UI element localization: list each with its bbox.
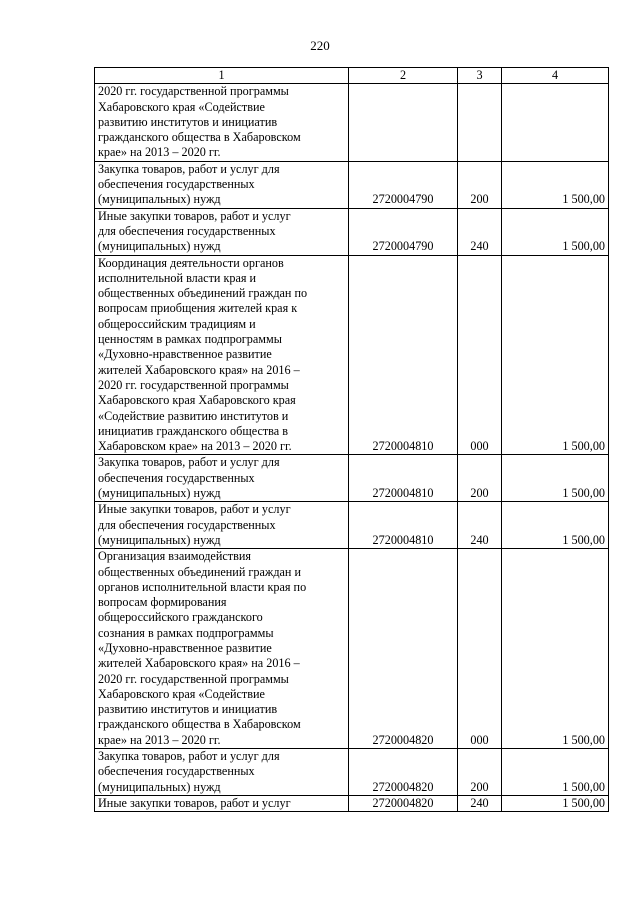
page-number: 220 (310, 38, 330, 53)
table-row (95, 502, 609, 549)
description-line: развитию институтов и инициатив (98, 114, 278, 129)
description-line: Закупка товаров, работ и услуг для (98, 749, 280, 764)
description-line: органов исполнительной власти края по (98, 579, 307, 594)
description-line: Организация взаимодействия (98, 549, 251, 564)
description-line: исполнительной власти края и (98, 270, 257, 285)
description-line: общественных объединений граждан и (98, 564, 302, 579)
description-line: обеспечения государственных (98, 764, 255, 779)
row-expense-type: 240 (458, 502, 502, 549)
description-line: Закупка товаров, работ и услуг для (98, 455, 280, 470)
description-line: (муниципальных) нужд (98, 239, 221, 254)
description-line: инициатив гражданского общества в (98, 423, 288, 438)
row-expense-type: 000 (458, 549, 502, 749)
description-line: «Содействие развитию институтов и (98, 408, 289, 423)
description-line: 2020 гг. государственной программы (98, 84, 289, 99)
row-target-code: 2720004820 (349, 795, 458, 811)
row-amount: 1 500,00 (502, 502, 609, 549)
description-line: жителей Хабаровского края» на 2016 – (98, 362, 300, 377)
row-amount: 1 500,00 (502, 749, 609, 796)
description-line: 2020 гг. государственной программы (98, 671, 289, 686)
description-line: общероссийского гражданского (98, 610, 263, 625)
description-line: Хабаровского края «Содействие (98, 686, 265, 701)
row-description (95, 161, 349, 208)
row-amount: 1 500,00 (502, 255, 609, 455)
budget-table (94, 67, 609, 812)
table-row (95, 455, 609, 502)
row-description (95, 795, 349, 811)
description-line: Закупка товаров, работ и услуг для (98, 161, 280, 176)
row-description (95, 749, 349, 796)
description-line: (муниципальных) нужд (98, 532, 221, 547)
row-description (95, 455, 349, 502)
description-line: Иные закупки товаров, работ и услуг (98, 502, 291, 517)
description-line: (муниципальных) нужд (98, 779, 221, 794)
description-line: Хабаровского края «Содействие (98, 99, 265, 114)
description-line: 2020 гг. государственной программы (98, 377, 289, 392)
description-line: «Духовно-нравственное развитие (98, 640, 272, 655)
row-description (95, 502, 349, 549)
row-amount: 1 500,00 (502, 455, 609, 502)
row-target-code (349, 84, 458, 161)
description-line: вопросам формирования (98, 595, 227, 610)
table-row (95, 255, 609, 455)
column-header-2: 2 (349, 68, 458, 84)
description-line: гражданского общества в Хабаровском (98, 717, 301, 732)
row-amount: 1 500,00 (502, 549, 609, 749)
description-line: Иные закупки товаров, работ и услуг (98, 208, 291, 223)
row-description (95, 255, 349, 455)
description-line: для обеспечения государственных (98, 223, 276, 238)
row-expense-type: 240 (458, 208, 502, 255)
description-line: для обеспечения государственных (98, 517, 276, 532)
row-target-code: 2720004790 (349, 161, 458, 208)
column-header-4: 4 (502, 68, 609, 84)
row-target-code: 2720004790 (349, 208, 458, 255)
row-target-code: 2720004810 (349, 255, 458, 455)
description-line: жителей Хабаровского края» на 2016 – (98, 656, 300, 671)
description-line: гражданского общества в Хабаровском (98, 130, 301, 145)
description-line: (муниципальных) нужд (98, 486, 221, 501)
row-expense-type: 200 (458, 161, 502, 208)
row-expense-type (458, 84, 502, 161)
table-row (95, 549, 609, 749)
row-target-code: 2720004810 (349, 455, 458, 502)
column-header-3: 3 (458, 68, 502, 84)
table-row (95, 749, 609, 796)
description-line: вопросам приобщения жителей края к (98, 301, 298, 316)
table-row (95, 84, 609, 161)
column-header-1: 1 (95, 68, 349, 84)
row-target-code: 2720004820 (349, 749, 458, 796)
table-row (95, 208, 609, 255)
description-line: общероссийским традициям и (98, 316, 256, 331)
description-line: развитию институтов и инициатив (98, 702, 278, 717)
description-line: обеспечения государственных (98, 470, 255, 485)
description-line: крае» на 2013 – 2020 гг. (98, 732, 221, 747)
description-line: ценностям в рамках подпрограммы (98, 332, 282, 347)
description-line: «Духовно-нравственное развитие (98, 347, 272, 362)
row-amount: 1 500,00 (502, 795, 609, 811)
row-amount (502, 84, 609, 161)
description-line: сознания в рамках подпрограммы (98, 625, 274, 640)
row-amount: 1 500,00 (502, 161, 609, 208)
row-amount: 1 500,00 (502, 208, 609, 255)
description-line: Координация деятельности органов (98, 255, 284, 270)
row-target-code: 2720004810 (349, 502, 458, 549)
description-line: Хабаровском крае» на 2013 – 2020 гг. (98, 439, 292, 454)
row-expense-type: 200 (458, 749, 502, 796)
row-description (95, 84, 349, 161)
description-line: крае» на 2013 – 2020 гг. (98, 145, 221, 160)
description-line: обеспечения государственных (98, 177, 255, 192)
row-expense-type: 200 (458, 455, 502, 502)
table-row (95, 795, 609, 811)
table-body (95, 68, 609, 812)
table-header-row (95, 68, 609, 84)
description-line: (муниципальных) нужд (98, 192, 221, 207)
table-row (95, 161, 609, 208)
row-description (95, 208, 349, 255)
row-expense-type: 000 (458, 255, 502, 455)
description-line: Хабаровского края Хабаровского края (98, 393, 296, 408)
description-line: Иные закупки товаров, работ и услуг (98, 795, 291, 810)
row-expense-type: 240 (458, 795, 502, 811)
row-target-code: 2720004820 (349, 549, 458, 749)
description-line: общественных объединений граждан по (98, 286, 308, 301)
row-description (95, 549, 349, 749)
